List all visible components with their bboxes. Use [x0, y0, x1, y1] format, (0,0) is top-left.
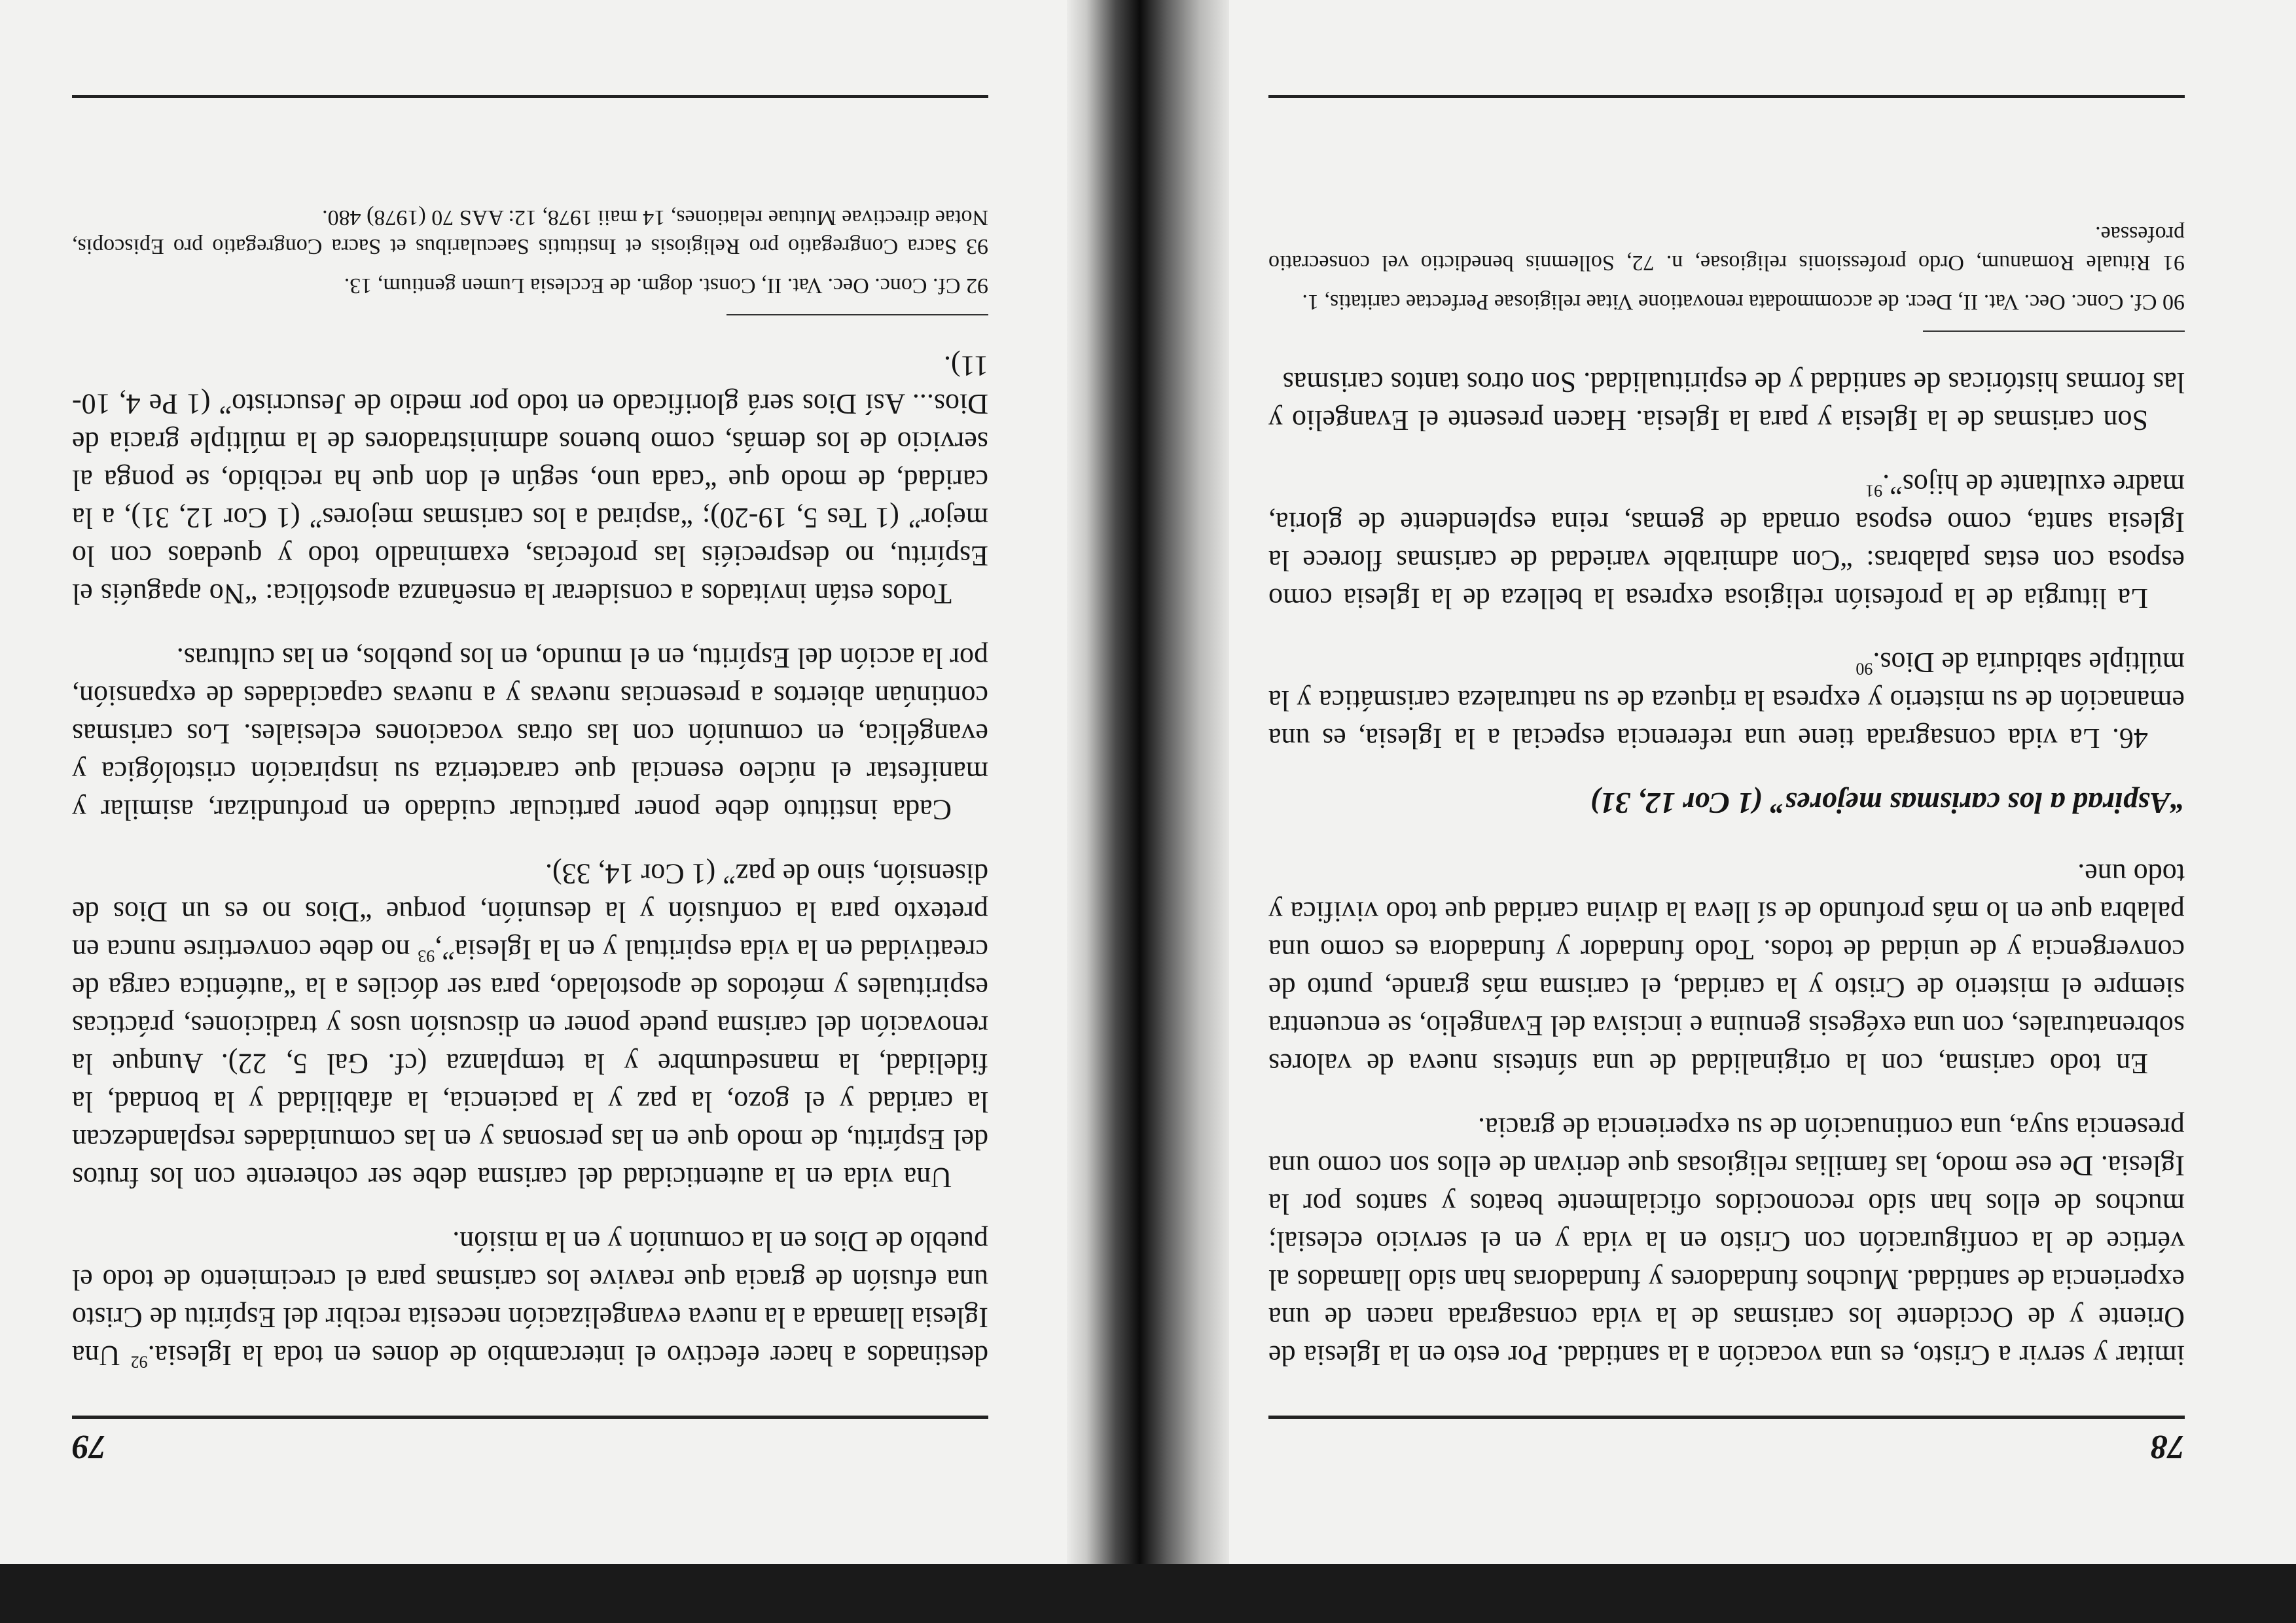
header-rule [72, 1416, 988, 1419]
header-rule [1268, 1416, 2185, 1419]
page-78 [1229, 0, 2296, 1564]
paragraph: Una vida en la autenticidad del carisma debe ser coherente con los frutos del Espíritu, de modo que en las personas y en las comunidades resplandezcan la caridad y el gozo, la paz y la paciencia, la afabilidad y la bondad, la fidelidad, la mansedumbre y la templanza (cf. Gal 5, 22). Aunque la renovación del carisma puede poner en discusión usos y tradiciones, prácticas espirituales y métodos de apostolado, para ser dóciles a la “auténtica carga de creatividad en la vida espiritual y en la Iglesia”,$^{93}$ no debe convertirse nunca en pretexto para la confusión y la desunión, porque “Dios no es un Dios de disensión, sino de paz” (1 Cor 14, 33). [72, 858, 988, 1194]
page-number: 78 [2151, 1428, 2185, 1465]
footnote: 90 Cf. Conc. Oec. Vat. II, Decr. de accommodata renovatione Vitae religiosae Perfectae caritatis, 1. [1302, 290, 2185, 314]
footer-rule [72, 95, 988, 98]
paragraph: En todo carisma, con la originalidad de una síntesis nueva de valores sobrenaturales, con una exégesis genuina e incisiva del Evangelio, se encuentra siempre el misterio de Cristo y la caridad, el carisma más grande, punto de convergencia y de unidad de todos. Todo fundador y fundadora es como una palabra que en lo más profundo de sí lleva la divina caridad que todo vivifica y todo une. [1268, 858, 2185, 1080]
paragraph-46: 46. La vida consagrada tiene una referencia especial a la Iglesia, es una emanación de su misterio y expresa la riqueza de su naturaleza carismática y la múltiple sabiduría de Dios.$^{90}$ [1268, 647, 2185, 755]
footnote-ref: 93 [418, 946, 435, 966]
paragraph: Cada instituto debe poner particular cuidado en profundizar, asimilar y manifestar el núcleo esencial que caracteriza su inspiración cristológica y evangélica, en comunión con las otras vocaciones eclesiales. Los carismas continúan abiertos a presencias nuevas y a nuevas capacidades de expansión, por la acción del Espíritu, en el mundo, en los pueblos, en las culturas. [72, 642, 988, 826]
footnote-rule [726, 314, 988, 315]
footnote-rule [1923, 330, 2185, 332]
paragraph: Son carismas de la Iglesia y para la Iglesia. Hacen presente el Evangelio y las formas históricas de santidad y de espiritualidad. Son otros tantos carismas [1268, 366, 2185, 437]
paragraph: Todos están invitados a considerar la enseñanza apostólica: “No apaguéis el Espíritu, no despreciéis las profecías, examinadlo todo y quedaos con lo mejor” (1 Tes 5, 19-20); “aspirad a los carismas mejores” (1 Cor 12, 31), a la caridad, de modo que “cada uno, según el don que ha recibido, se ponga al servicio de los demás, como buenos administradores de la múltiple gracia de Dios... Así Dios será glorificado en todo por medio de Jesucristo” (1 Pe 4, 10-11). [72, 350, 988, 610]
paragraph: imitar y servir a Cristo, es una vocación a la santidad. Por esto en la Iglesia de Oriente y de Occidente los carismas de la vida consagrada nacen de una experiencia de santidad. Muchos fundadores y fundadoras han sido llamados al vértice de la configuración con Cristo en la vida y en el servicio eclesial; muchos de ellos han sido reconocidos oficialmente beatos y santos por la Iglesia. De ese modo, las familias religiosas que derivan de ellos son como una presencia suya, una continuación de su experiencia de gracia. [1268, 1112, 2185, 1372]
footnote-ref: 91 [1865, 481, 1883, 501]
paragraph: destinados a hacer efectivo el intercambio de dones en toda la Iglesia.$^{92}$ Una Iglesia llamada a la nueva evangelización necesita recibir del Espíritu de Cristo una efusión de gracia que reavive los carismas para el crecimiento de todo el pueblo de Dios en la comunión y en la misión. [72, 1226, 988, 1372]
footnote-ref: 90 [1856, 659, 1873, 679]
footnote: 91 Rituale Romanum, Ordo professionis religiosae, n. 72, Sollemnis benedictio vel consecratio professae. [1268, 222, 2185, 275]
section-heading: “Aspirad a los carismas mejores” (1 Cor 12, 31) [1590, 787, 2185, 820]
page-number: 79 [72, 1428, 106, 1465]
paragraph: La liturgia de la profesión religiosa expresa la belleza de la Iglesia como esposa con estas palabras: “Con admirable variedad de carismas florece la Iglesia santa, como esposa ornada de gemas, reina esplendente de gloria, madre exultante de hijos”.$^{91}$ [1268, 469, 2185, 615]
page-79 [0, 0, 1067, 1564]
footnote-ref: 92 [130, 1352, 148, 1372]
footer-rule [1268, 95, 2185, 98]
footnote: 93 Sacra Congregatio pro Religiosis et Institutis Saecularibus et Sacra Congregatio pro Episcopis, Notae directivae Mutuae relationes, 14 maii 1978, 12: AAS 70 (1978) 480. [72, 205, 988, 259]
book-gutter [1067, 0, 1229, 1564]
footnote: 92 Cf. Conc. Oec. Vat. II, Const. dogm. de Ecclesia Lumen gentium, 13. [344, 274, 988, 298]
